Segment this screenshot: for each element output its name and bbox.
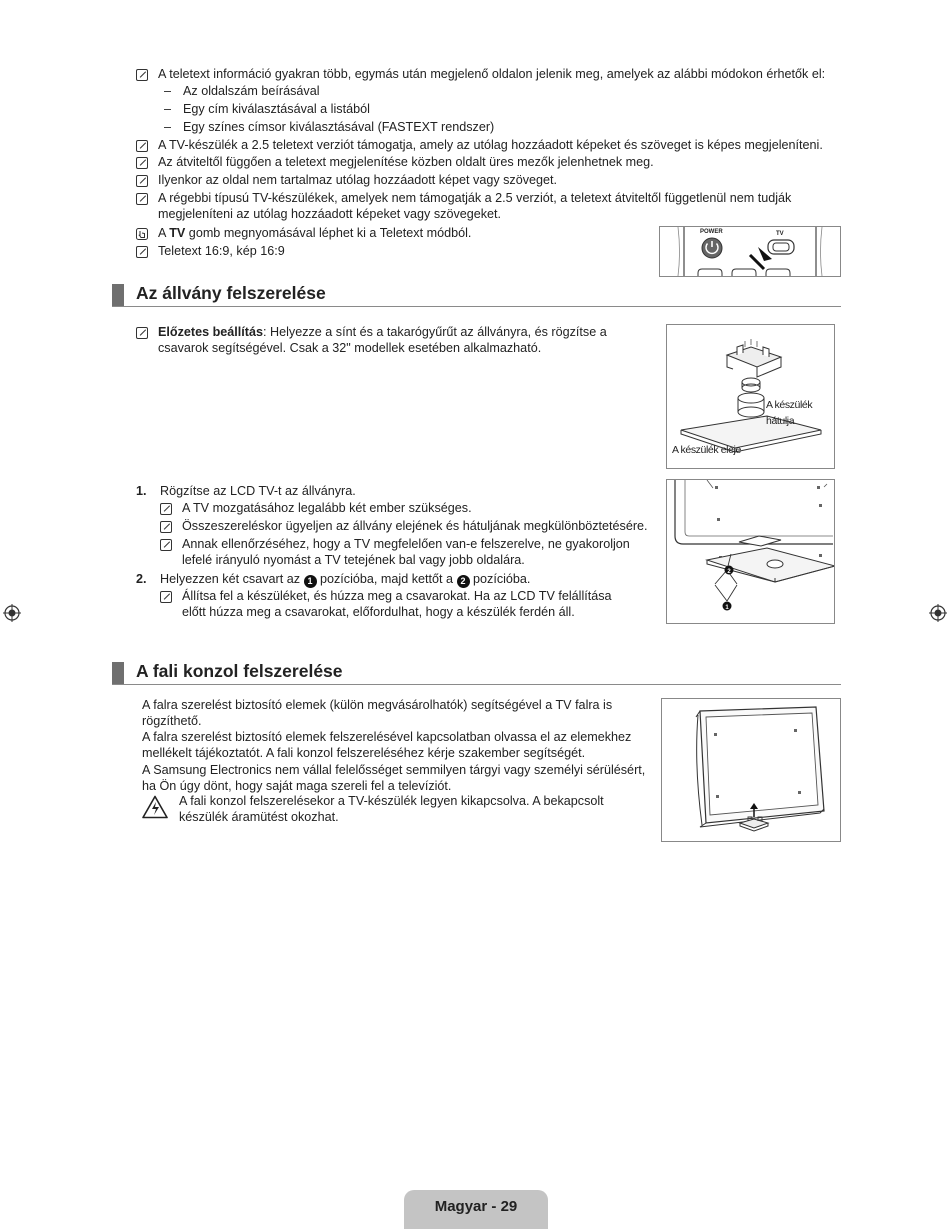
note-teletext-pages [136,67,826,83]
section-bar [112,662,124,684]
section-title-wall [112,662,841,685]
note-aspect [136,244,636,260]
note-no-pressure [160,537,652,568]
note-text: A régebbi típusú TV-készülékek, amelyek nem támogatják a 2.5 verziót, a teletext átviteltől függetlenül nem tudják megjeleníteni az utólag hozzáadott képeket vagy szövegeket. [158,191,792,221]
dash-item: – [164,120,172,134]
note-icon [136,327,148,339]
dash-item-text: Az oldalszám beírásával [183,84,320,98]
section-title-text: Az állvány felszerelése [136,283,326,303]
note-text: Annak ellenőrzéséhez, hogy a TV megfelelően van-e felszerelve, ne gyakoroljon lefelé irányuló nyomást a TV tetejének bal vagy jobb oldalára. [182,537,630,567]
wall-mount-illustration [662,699,840,841]
svg-text:2: 2 [727,569,731,575]
note-text: Állítsa fel a készüléket, és húzza meg a csavarokat. Ha az LCD TV felállítása előtt húzza meg a csavarokat, előfordulhat, hogy a készülék ferdén áll. [182,589,612,619]
note-no-added-content [136,173,826,189]
note-text: Teletext 16:9, kép 16:9 [158,244,285,258]
section-title-text: A fali konzol felszerelése [136,661,343,681]
figure-label-back: A készülék hátulja [766,399,813,427]
note-text: Összeszereléskor ügyeljen az állvány elejének és hátuljának megkülönböztetésére. [182,519,648,533]
stand-assembly-figure [666,324,835,469]
step-number: 2. [136,572,147,586]
registration-mark-right [929,604,947,622]
svg-text:1: 1 [725,605,729,611]
note-icon [160,591,172,603]
note-text: Előzetes beállítás: Helyezze a sínt és a takarógyűrűt az állványra, és rögzítse a csavarok segítségével. Csak a 32" modellek esetében alkalmazható. [158,325,607,355]
note-icon [136,193,148,205]
wall-paragraph-3: A Samsung Electronics nem vállal felelősséget semmilyen tárgyi vagy személyi sérülésért, ha Ön úgy dönt, hogy saját maga szereli fel a televíziót. [142,763,646,793]
section-title-stand [112,284,841,307]
figure-label-front: A készülék eleje [672,444,741,456]
note-icon [136,246,148,258]
position-1-badge: 1 [304,575,317,588]
tv-on-stand-figure [666,479,835,624]
remote-figure [659,226,841,277]
wall-mount-figure [661,698,841,842]
note-two-people [160,501,650,517]
note-preparation [136,325,651,356]
step-number: 1. [136,484,147,498]
note-icon [136,140,148,152]
note-text: Az átviteltől függően a teletext megjelenítése közben oldalt üres mezők jelenhetnek meg. [158,155,654,169]
note-icon [136,69,148,81]
remote-illustration [660,227,840,276]
warning-icon [142,795,168,819]
note-icon [136,175,148,187]
power-label: POWER [700,229,723,235]
dash-item: – [164,102,172,116]
page-number-label: Magyar - 29 [434,1198,518,1215]
note-icon [160,521,172,533]
step-text: Helyezzen két csavart az 1 pozícióba, majd kettőt a 2 pozícióba. [160,572,531,586]
remote-button-icon [136,228,148,240]
tv-on-stand-illustration [667,480,834,623]
note-older-tv [136,191,796,222]
tv-label: TV [776,231,784,237]
note-empty-fields [136,155,826,171]
note-text: A TV-készülék a 2.5 teletext verziót támogatja, amely az utólag hozzáadott képeket és szöveget is képes megjeleníteni. [158,138,823,152]
step-text: Rögzítse az LCD TV-t az állványra. [160,484,356,498]
dash-item: – [164,84,172,98]
page-footer [404,1190,548,1229]
note-version [136,138,826,154]
note-text: A teletext információ gyakran több, egymás után megjelenő oldalon jelenik meg, amelyek az alábbi módokon érhetők el: [158,67,826,81]
note-text: A TV gomb megnyomásával léphet ki a Teletext módból. [158,226,472,240]
note-text: Ilyenkor az oldal nem tartalmaz utólag hozzáadott képet vagy szöveget. [158,173,558,187]
note-text: A TV mozgatásához legalább két ember szükséges. [182,501,472,515]
note-tv-button [136,226,636,242]
position-2-badge: 2 [457,575,470,588]
note-icon [160,503,172,515]
registration-mark-left [3,604,21,622]
wall-paragraph-2: A falra szerelést biztosító elemek felszerelésével kapcsolatban olvassa el az elemekhez mellékelt tájékoztatót. A fali konzol felszereléséhez kérje szakember segítségét. [142,730,632,760]
note-tighten-screws [160,589,635,620]
note-icon [136,157,148,169]
dash-item-text: Egy színes címsor kiválasztásával (FASTEXT rendszer) [183,120,495,134]
wall-paragraph-1: A falra szerelést biztosító elemek (külön megvásárolhatók) segítségével a TV falra is rögzíthető. [142,698,613,728]
wall-warning-text: A fali konzol felszerelésekor a TV-készülék legyen kikapcsolva. A bekapcsolt készülék áramütést okozhat. [179,794,604,824]
dash-item-text: Egy cím kiválasztásával a listából [183,102,370,116]
note-front-back [160,519,650,535]
note-icon [160,539,172,551]
section-bar [112,284,124,306]
